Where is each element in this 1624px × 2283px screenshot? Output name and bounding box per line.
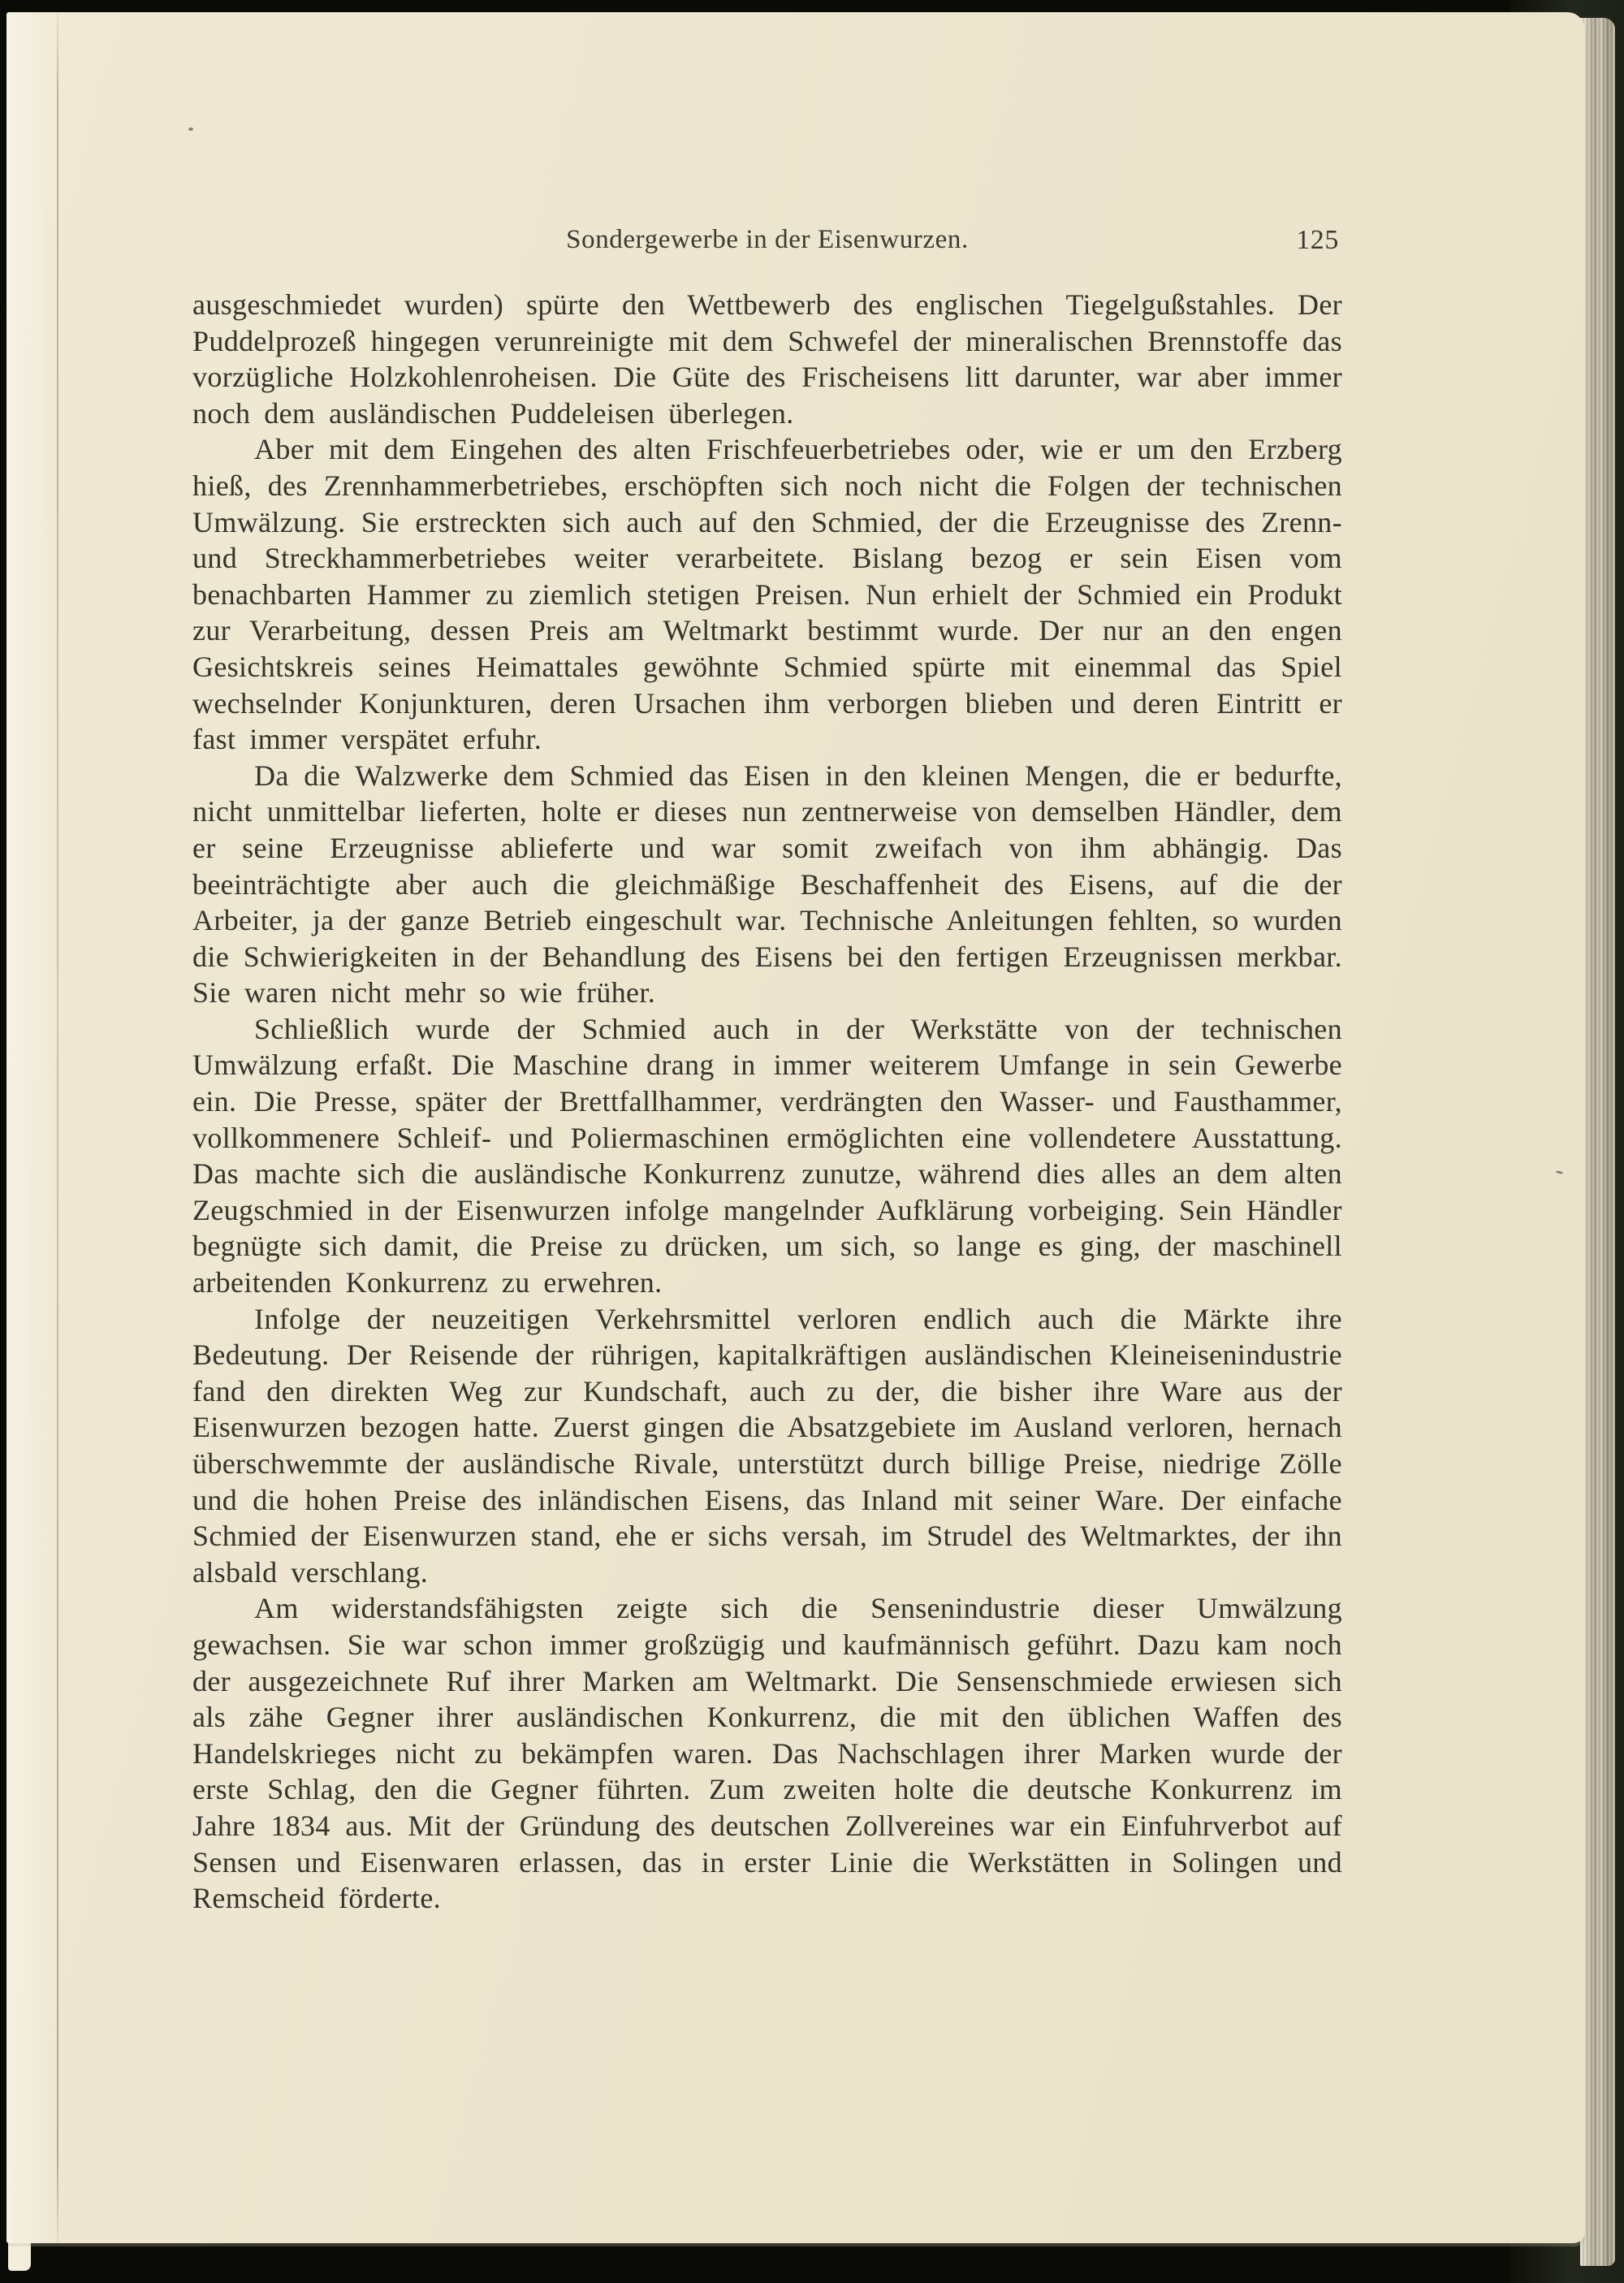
paragraph: Schließlich wurde der Schmied auch in der Werkstätte von der technischen Umwälzung erfaßt. Die Maschine drang in immer weiterem Umfange in sein Gewerbe ein. Die Presse, später der Brettfallhammer, verdrängten den Wasser- und Fausthammer, vollkommenere Schleif- und Poliermaschinen ermöglichten eine vollendetere Ausstattung. Das machte sich die ausländische Konkurrenz zunutze, während dies alles an dem alten Zeugschmied in der Eisenwurzen infolge mangelnder Aufklärung vorbeiging. Sein Händler begnügte sich damit, die Preise zu drücken, um sich, so lange es ging, der maschinell arbeitenden Konkurrenz zu erwehren. [192,1012,1342,1299]
paragraph: Am widerstandsfähigsten zeigte sich die Sensenindustrie dieser Umwälzung gewachsen. Sie war schon immer großzügig und kaufmännisch geführt. Dazu kam noch der ausgezeichnete Ruf ihrer Marken am Weltmarkt. Die Sensenschmiede erwiesen sich als zähe Gegner ihrer ausländischen Konkurrenz, die mit den üblichen Waffen des Handelskrieges nicht zu bekämpfen waren. Das Nachschlagen ihrer Marken wurde der erste Schlag, den die Gegner führten. Zum zweiten holte die deutsche Konkurrenz im Jahre 1834 aus. Mit der Gründung des deutschen Zollvereines war ein Einfuhrverbot auf Sensen und Eisenwaren erlassen, das in erster Linie die Werkstätten in Solingen und Remscheid förderte. [192,1592,1342,1915]
page-header [192,225,1342,266]
running-title: Sondergewerbe in der Eisenwurzen. [566,225,969,254]
page-number: 125 [1296,225,1339,255]
paper-speck [1556,1170,1563,1174]
paragraph: Da die Walzwerke dem Schmied das Eisen in den kleinen Mengen, die er bedurfte, nicht unmittelbar lieferten, holte er dieses nun zentnerweise von demselben Händler, dem er seine Erzeugnisse ablieferte und war somit zweifach von ihm abhängig. Das beeinträchtigte aber auch die gleichmäßige Beschaffenheit des Eisens, auf die der Arbeiter, ja der ganze Betrieb eingeschult war. Technische Anleitungen fehlten, so wurden die Schwierigkeiten in der Behandlung des Eisens bei den fertigen Erzeugnissen merkbar. Sie waren nicht mehr so wie früher. [192,759,1342,1010]
page-body [192,287,1342,1917]
text-area [192,225,1342,1917]
book-page [6,12,1585,2243]
gutter-highlight [6,12,57,2243]
page-edge-stack [1580,18,1615,2266]
paragraph: ausgeschmiedet wurden) spürte den Wettbewerb des englischen Tiegelgußstahles. Der Puddelprozeß hingegen verunreinigte mit dem Schwefel der mineralischen Brennstoffe das vorzügliche Holzkohlenroheisen. Die Güte des Frischeisens litt darunter, war aber immer noch dem ausländischen Puddeleisen überlegen. [192,288,1342,430]
paragraph: Aber mit dem Eingehen des alten Frischfeuerbetriebes oder, wie er um den Erzberg hieß, des Zrennhammerbetriebes, erschöpften sich noch nicht die Folgen der technischen Umwälzung. Sie erstreckten sich auch auf den Schmied, der die Erzeugnisse des Zrenn- und Streckhammerbetriebes weiter verarbeitete. Bislang bezog er sein Eisen vom benachbarten Hammer zu ziemlich stetigen Preisen. Nun erhielt der Schmied ein Produkt zur Verarbeitung, dessen Preis am Weltmarkt bestimmt wurde. Der nur an den engen Gesichtskreis seines Heimattales gewöhnte Schmied spürte mit einemmal das Spiel wechselnder Konjunkturen, deren Ursachen ihm verborgen blieben und deren Eintritt er fast immer verspätet erfuhr. [192,433,1342,756]
paragraph: Infolge der neuzeitigen Verkehrsmittel verloren endlich auch die Märkte ihre Bedeutung. Der Reisende der rührigen, kapitalkräftigen ausländischen Kleineisenindustrie fand den direkten Weg zur Kundschaft, auch zu der, die bisher ihre Ware aus der Eisenwurzen bezogen hatte. Zuerst gingen die Absatzgebiete im Ausland verloren, hernach überschwemmte der ausländische Rivale, unterstützt durch billige Preise, niedrige Zölle und die hohen Preise des inländischen Eisens, das Inland mit seiner Ware. Der einfache Schmied der Eisenwurzen stand, ehe er sichs versah, im Strudel des Weltmarktes, der ihn alsbald verschlang. [192,1302,1342,1589]
gutter-crease [57,12,58,2243]
paper-speck [188,128,193,131]
